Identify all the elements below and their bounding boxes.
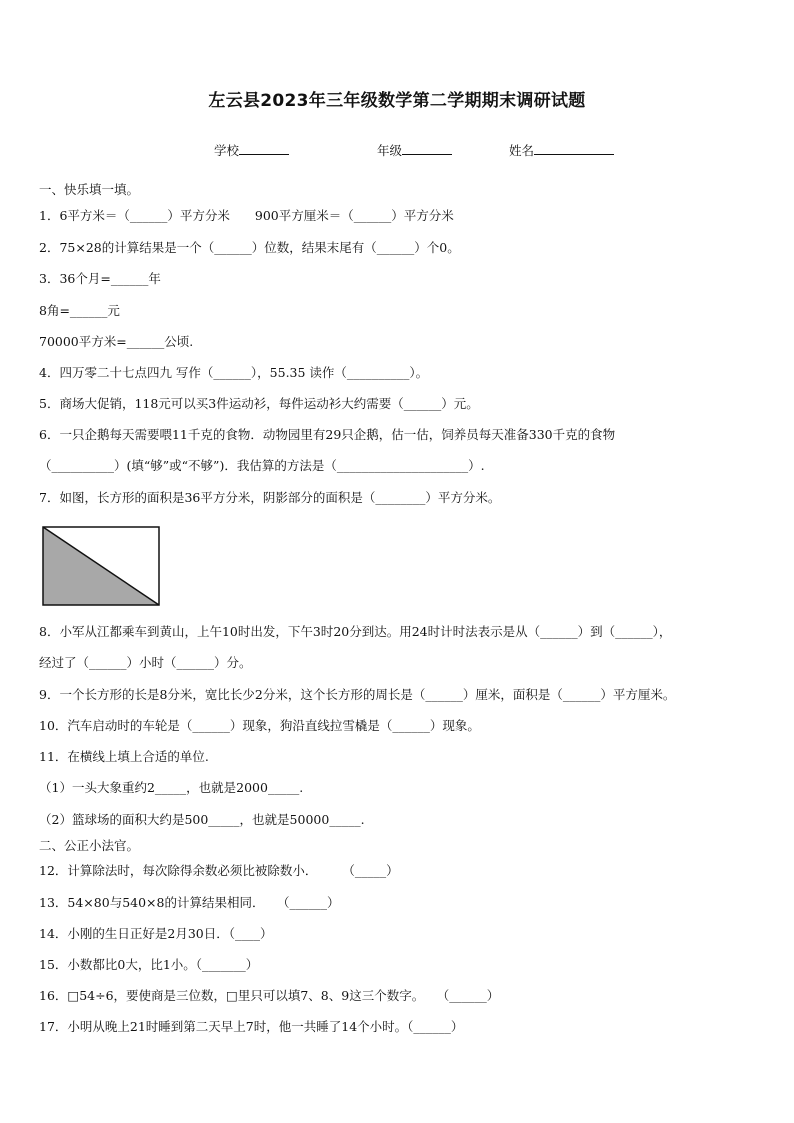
question-6-line-2: （__________）(填“够”或“不够”)．我估算的方法是（_____________________）. (39, 458, 485, 473)
question-15: 15．小数都比0大，比1小。（_______） (39, 957, 259, 972)
name-field[interactable] (509, 141, 614, 159)
question-12: 12．计算除法时，每次除得余数必须比被除数小． （_____） (39, 863, 399, 878)
grade-field[interactable] (377, 141, 452, 159)
question-8-line-2: 经过了（______）小时（______）分。 (39, 655, 252, 670)
question-1: 1．6平方米＝（______）平方分米 900平方厘米＝（______）平方分米 (39, 208, 454, 223)
name-blank[interactable] (534, 141, 614, 155)
rectangle-figure (42, 526, 160, 606)
question-9: 9．一个长方形的长是8分米，宽比长少2分米，这个长方形的周长是（______）厘米，面积是（______）平方厘米。 (39, 687, 676, 702)
question-2: 2．75×28的计算结果是一个（______）位数，结果末尾有（______）个0。 (39, 240, 460, 255)
question-14: 14．小刚的生日正好是2月30日．（____） (39, 926, 273, 941)
section-heading-2: 二、公正小法官。 (39, 838, 140, 853)
question-6-line-1: 6．一只企鹅每天需要喂11千克的食物．动物园里有29只企鹅，估一估，饲养员每天准备330千克的食物 (39, 427, 616, 442)
school-blank[interactable] (239, 141, 289, 155)
question-10: 10．汽车启动时的车轮是（______）现象，狗沿直线拉雪橇是（______）现象。 (39, 718, 480, 733)
question-16: 16．□54÷6，要使商是三位数，□里只可以填7、8、9这三个数字。 （______） (39, 988, 500, 1003)
page-title: 左云县2023年三年级数学第二学期期末调研试题 (208, 91, 586, 111)
question-4: 4．四万零二十七点四九 写作（______），55.35 读作（__________）。 (39, 365, 429, 380)
question-13: 13．54×80与540×8的计算结果相同． （______） (39, 895, 340, 910)
grade-label: 年级 (377, 143, 403, 158)
question-3-part-a: 3．36个月=______年 (39, 271, 161, 286)
question-11: 11．在横线上填上合适的单位. (39, 749, 209, 764)
section-heading-1: 一、快乐填一填。 (39, 182, 140, 197)
question-11-part-1: （1）一头大象重约2_____，也就是2000_____. (39, 780, 304, 795)
question-7: 7．如图，长方形的面积是36平方分米，阴影部分的面积是（________）平方分米。 (39, 490, 501, 505)
student-info-row (0, 141, 794, 161)
question-3-part-b: 8角=______元 (39, 303, 120, 318)
question-3-part-c: 70000平方米=______公顷. (39, 334, 194, 349)
school-label: 学校 (214, 143, 240, 158)
name-label: 姓名 (509, 143, 535, 158)
question-5: 5．商场大促销，118元可以买3件运动衫，每件运动衫大约需要（______）元。 (39, 396, 479, 411)
question-17: 17．小明从晚上21时睡到第二天早上7时，他一共睡了14个小时。（______） (39, 1019, 464, 1034)
school-field[interactable] (214, 141, 289, 159)
question-8-line-1: 8．小军从江都乘车到黄山，上午10时出发，下午3时20分到达。用24时计时法表示是从（______）到（______）， (39, 624, 672, 639)
question-11-part-2: （2）篮球场的面积大约是500_____，也就是50000_____. (39, 812, 365, 827)
grade-blank[interactable] (402, 141, 452, 155)
